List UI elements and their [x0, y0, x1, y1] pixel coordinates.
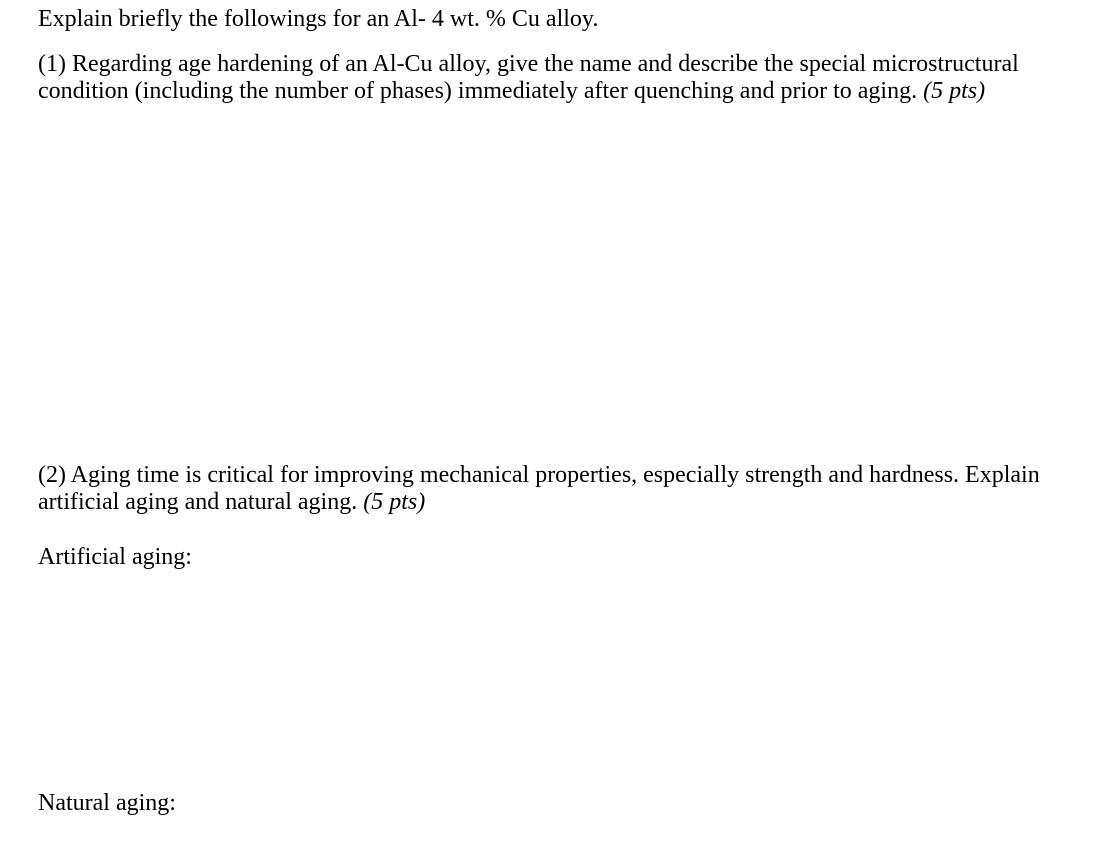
- question-1-line-2: [38, 78, 985, 105]
- instruction-heading: Explain briefly the followings for an Al- 4 wt. % Cu alloy.: [38, 6, 599, 32]
- question-2-line-1: (2) Aging time is critical for improving mechanical properties, especially strength and hardness. Explain: [38, 462, 1040, 488]
- question-2-line-2: [38, 489, 425, 516]
- question-1-line-1: (1) Regarding age hardening of an Al-Cu alloy, give the name and describe the special microstructural: [38, 51, 1019, 77]
- question-2-text: artificial aging and natural aging.: [38, 489, 358, 515]
- natural-aging-label: Natural aging:: [38, 790, 176, 816]
- question-1-points: (5 pts): [923, 78, 986, 104]
- question-1-text: condition (including the number of phases) immediately after quenching and prior to aging.: [38, 78, 918, 104]
- question-2-points: (5 pts): [363, 489, 426, 515]
- artificial-aging-label: Artificial aging:: [38, 544, 192, 570]
